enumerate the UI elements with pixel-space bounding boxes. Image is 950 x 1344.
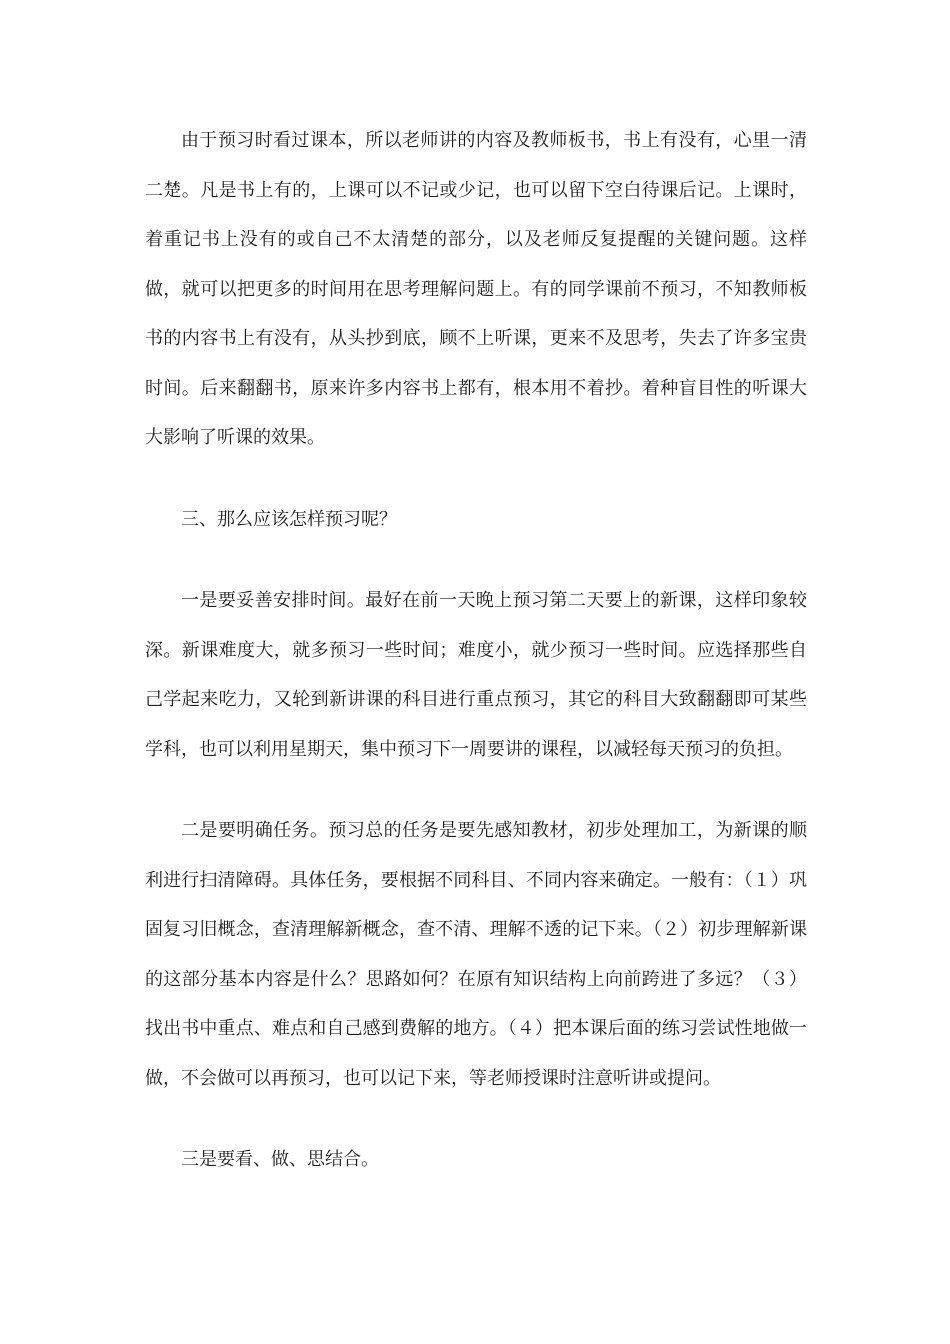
- paragraph-arrange-time: 一是要妥善安排时间。最好在前一天晚上预习第二天要上的新课，这样印象较深。新课难度大，就多预习一些时间；难度小，就少预习一些时间。应选择那些自己学起来吃力，又轮到新讲课的科目进行重点预习，其它的科目大致翻翻即可某些学科，也可以利用星期天，集中预习下一周要讲的课程，以减轻每天预习的负担。: [145, 590, 807, 760]
- paragraph-clarify-tasks: 二是要明确任务。预习总的任务是要先感知教材，初步处理加工，为新课的顺利进行扫清障碍。具体任务，要根据不同科目、不同内容来确定。一般有：（１）巩固复习旧概念，查清理解新概念，查不清、理解不透的记下来。（２）初步理解新课的这部分基本内容是什么？思路如何？在原有知识结构上向前跨进了多远？（３）找出书中重点、难点和自己感到费解的地方。（４）把本课后面的练习尝试性地做一做，不会做可以再预习，也可以记下来，等老师授课时注意听讲或提问。: [145, 820, 807, 1089]
- section-heading-how-to-preview: 三、那么应该怎样预习呢？: [181, 508, 397, 530]
- document-body: [145, 116, 807, 1185]
- paragraph-preview-benefit: 由于预习时看过课本，所以老师讲的内容及教师板书，书上有没有，心里一清二楚。凡是书上有的，上课可以不记或少记，也可以留下空白待课后记。上课时，着重记书上没有的或自己不太清楚的部分，以及老师反复提醒的关键问题。这样做，就可以把更多的时间用在思考理解问题上。有的同学课前不预习，不知教师板书的内容书上有没有，从头抄到底，顾不上听课，更来不及思考，失去了许多宝贵时间。后来翻翻书，原来许多内容书上都有，根本用不着抄。着种盲目性的听课大大影响了听课的效果。: [145, 130, 807, 448]
- paragraph-combine-methods: 三是要看、做、思结合。: [181, 1149, 379, 1170]
